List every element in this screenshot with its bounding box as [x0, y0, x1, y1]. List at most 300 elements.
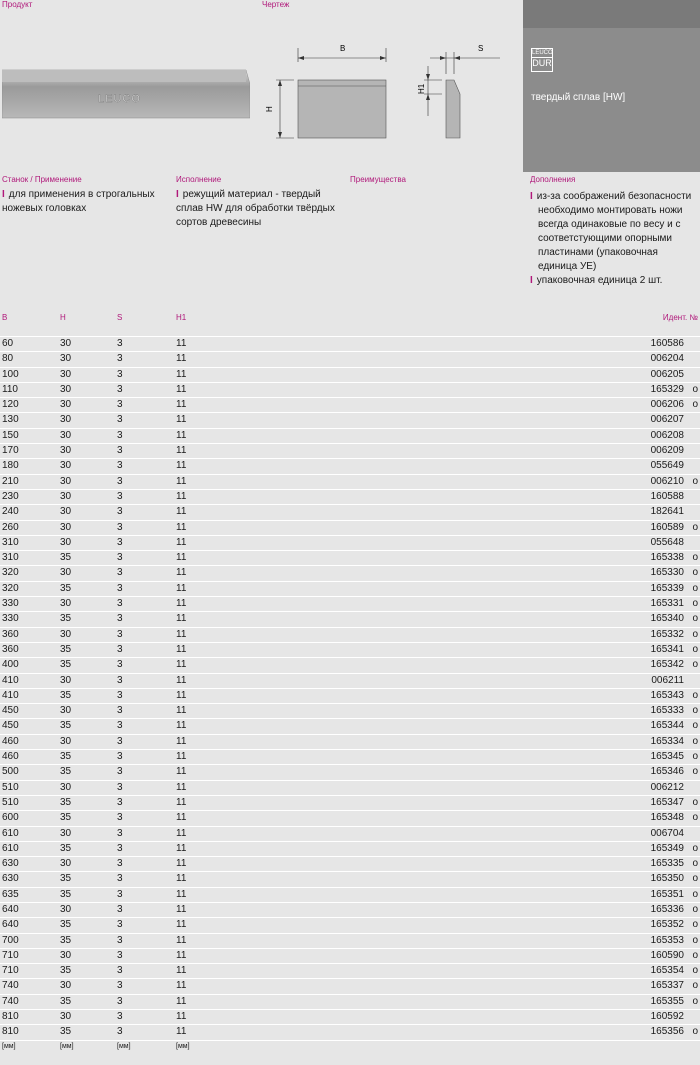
- machine-text-block: I для применения в строгальных ножевых головках: [2, 189, 155, 214]
- table-row: [0, 428, 700, 443]
- table-body: [0, 336, 700, 1040]
- additions-label: Дополнения: [530, 175, 576, 184]
- unit-h1: [мм]: [176, 1042, 190, 1050]
- cell-b: 740: [2, 995, 19, 1007]
- cell-s: 3: [117, 628, 123, 640]
- table-row: [0, 734, 700, 749]
- cell-ident: 160588: [650, 490, 684, 502]
- cell-b: 150: [2, 429, 19, 441]
- cell-mark: o: [692, 766, 698, 778]
- cell-h: 30: [60, 490, 72, 502]
- cell-ident: 055649: [650, 460, 684, 472]
- table-row: [0, 351, 700, 366]
- table-row: [0, 841, 700, 856]
- table-row: [0, 826, 700, 841]
- dim-h-label: H: [265, 106, 274, 112]
- cell-mark: o: [692, 383, 698, 395]
- cell-mark: o: [692, 720, 698, 732]
- cell-h1: 11: [176, 689, 187, 701]
- cell-b: 320: [2, 567, 19, 579]
- cell-mark: o: [692, 643, 698, 655]
- cell-ident: 165352: [650, 919, 684, 931]
- drawing-label: Чертеж: [262, 0, 290, 9]
- cell-h: 30: [60, 674, 72, 686]
- cell-b: 810: [2, 1026, 19, 1038]
- table-row: [0, 611, 700, 626]
- cell-h1: 11: [176, 383, 187, 395]
- cell-h: 30: [60, 445, 72, 457]
- cell-h1: 11: [176, 338, 187, 349]
- cell-h: 30: [60, 567, 72, 579]
- cell-h: 30: [60, 827, 72, 839]
- cell-s: 3: [117, 445, 123, 457]
- cell-s: 3: [117, 858, 123, 870]
- cell-h: 30: [60, 949, 72, 961]
- cell-b: 710: [2, 949, 19, 961]
- cell-s: 3: [117, 766, 123, 778]
- cell-ident: 006204: [650, 353, 684, 365]
- cell-mark: o: [692, 965, 698, 977]
- cell-h1: 11: [176, 949, 187, 961]
- table-row: [0, 382, 700, 397]
- cell-h1: 11: [176, 705, 187, 717]
- table-row: [0, 902, 700, 917]
- cell-s: 3: [117, 934, 123, 946]
- cell-ident: 165344: [650, 720, 684, 732]
- cell-h1: 11: [176, 445, 187, 457]
- cell-ident: 165343: [650, 689, 684, 701]
- cell-mark: o: [692, 858, 698, 870]
- cell-s: 3: [117, 429, 123, 441]
- table-row: [0, 978, 700, 993]
- cell-h1: 11: [176, 980, 187, 992]
- cell-h1: 11: [176, 460, 187, 472]
- table-row: [0, 963, 700, 978]
- cell-h: 35: [60, 613, 72, 625]
- cell-mark: o: [692, 873, 698, 885]
- cell-h: 30: [60, 1011, 72, 1023]
- cell-s: 3: [117, 399, 123, 411]
- cell-h: 35: [60, 1026, 72, 1038]
- cell-b: 510: [2, 796, 19, 808]
- cell-h: 30: [60, 383, 72, 395]
- cell-b: 400: [2, 659, 19, 671]
- cell-s: 3: [117, 598, 123, 610]
- cell-h: 30: [60, 475, 72, 487]
- cell-s: 3: [117, 705, 123, 717]
- cell-ident: 160590: [650, 949, 684, 961]
- cell-s: 3: [117, 460, 123, 472]
- cell-h: 35: [60, 796, 72, 808]
- cell-s: 3: [117, 980, 123, 992]
- cell-h1: 11: [176, 643, 187, 655]
- cell-s: 3: [117, 873, 123, 885]
- cell-h1: 11: [176, 735, 187, 747]
- cell-s: 3: [117, 582, 123, 594]
- cell-h: 30: [60, 460, 72, 472]
- cell-h: 35: [60, 965, 72, 977]
- cell-mark: o: [692, 995, 698, 1007]
- cell-h1: 11: [176, 766, 187, 778]
- cell-b: 460: [2, 751, 19, 763]
- cell-b: 700: [2, 934, 19, 946]
- cell-s: 3: [117, 383, 123, 395]
- cell-h: 35: [60, 689, 72, 701]
- cell-s: 3: [117, 781, 123, 793]
- cell-h: 35: [60, 552, 72, 564]
- table-row: [0, 1009, 700, 1024]
- cell-ident: 160586: [650, 338, 684, 349]
- cell-ident: 165333: [650, 705, 684, 717]
- units-row: [0, 1040, 700, 1059]
- cell-s: 3: [117, 567, 123, 579]
- table-row: [0, 581, 700, 596]
- cell-h: 30: [60, 598, 72, 610]
- cell-b: 635: [2, 888, 19, 900]
- cell-h1: 11: [176, 368, 187, 380]
- cell-h1: 11: [176, 1011, 187, 1023]
- unit-s: [мм]: [117, 1042, 131, 1050]
- cell-s: 3: [117, 796, 123, 808]
- cell-h: 35: [60, 582, 72, 594]
- table-row: [0, 718, 700, 733]
- cell-mark: o: [692, 567, 698, 579]
- cell-b: 510: [2, 781, 19, 793]
- cell-h: 30: [60, 628, 72, 640]
- cell-mark: o: [692, 705, 698, 717]
- cell-h1: 11: [176, 613, 187, 625]
- cell-h: 30: [60, 521, 72, 533]
- cell-s: 3: [117, 888, 123, 900]
- cell-b: 360: [2, 643, 19, 655]
- machine-text: для применения в строгальных ножевых головках: [2, 189, 155, 214]
- cell-h1: 11: [176, 399, 187, 411]
- col-s: S: [117, 313, 123, 322]
- table-row: [0, 627, 700, 642]
- table-row: [0, 535, 700, 550]
- cell-b: 450: [2, 705, 19, 717]
- cell-s: 3: [117, 368, 123, 380]
- cell-h1: 11: [176, 965, 187, 977]
- cell-h: 35: [60, 888, 72, 900]
- cell-h1: 11: [176, 429, 187, 441]
- table-row: [0, 489, 700, 504]
- table-row: [0, 565, 700, 580]
- cell-ident: 165348: [650, 812, 684, 824]
- cell-h: 30: [60, 506, 72, 518]
- cell-b: 210: [2, 475, 19, 487]
- table-row: [0, 504, 700, 519]
- table-row: [0, 1024, 700, 1039]
- cell-b: 110: [2, 383, 18, 395]
- cell-ident: 165349: [650, 842, 684, 854]
- execution-text: режущий материал - твердый сплав HW для обработки твёрдых сортов древесины: [176, 189, 335, 228]
- cell-b: 60: [2, 338, 14, 349]
- cell-ident: 165339: [650, 582, 684, 594]
- cell-b: 640: [2, 919, 19, 931]
- cell-h1: 11: [176, 720, 187, 732]
- cell-b: 180: [2, 460, 19, 472]
- cell-h1: 11: [176, 812, 187, 824]
- table-row: [0, 795, 700, 810]
- table-row: [0, 520, 700, 535]
- cell-h: 30: [60, 399, 72, 411]
- cell-mark: o: [692, 475, 698, 487]
- dim-b-label: B: [340, 44, 346, 53]
- cell-h1: 11: [176, 842, 187, 854]
- cell-s: 3: [117, 536, 123, 548]
- cell-mark: o: [692, 598, 698, 610]
- material-panel: [523, 0, 700, 172]
- cell-b: 610: [2, 827, 19, 839]
- cell-ident: 165335: [650, 858, 684, 870]
- cell-mark: o: [692, 521, 698, 533]
- addition-item: I упаковочная единица 2 шт.: [530, 275, 663, 286]
- cell-b: 330: [2, 613, 19, 625]
- spec-table: [0, 310, 700, 1059]
- product-image: [2, 68, 250, 120]
- cell-h: 30: [60, 536, 72, 548]
- cell-h1: 11: [176, 536, 187, 548]
- cell-s: 3: [117, 827, 123, 839]
- table-row: [0, 764, 700, 779]
- cell-ident: 165331: [650, 598, 684, 610]
- table-row: [0, 412, 700, 427]
- cell-h: 35: [60, 766, 72, 778]
- cell-mark: o: [692, 552, 698, 564]
- cell-h1: 11: [176, 567, 187, 579]
- cell-h: 35: [60, 720, 72, 732]
- cell-mark: o: [692, 980, 698, 992]
- cell-ident: 006704: [650, 827, 684, 839]
- table-row: [0, 688, 700, 703]
- cell-ident: 165341: [650, 643, 684, 655]
- cell-mark: o: [692, 842, 698, 854]
- cell-ident: 165332: [650, 628, 684, 640]
- cell-ident: 165354: [650, 965, 684, 977]
- cell-s: 3: [117, 414, 123, 426]
- cell-s: 3: [117, 475, 123, 487]
- drawing-side-view: [410, 36, 510, 146]
- table-row: [0, 994, 700, 1009]
- cell-b: 120: [2, 399, 19, 411]
- cell-mark: o: [692, 1026, 698, 1038]
- cell-h: 30: [60, 338, 72, 349]
- cell-b: 810: [2, 1011, 19, 1023]
- cell-b: 100: [2, 368, 19, 380]
- cell-s: 3: [117, 1026, 123, 1038]
- cell-ident: 006206: [650, 399, 684, 411]
- cell-s: 3: [117, 995, 123, 1007]
- cell-b: 710: [2, 965, 19, 977]
- table-row: [0, 749, 700, 764]
- cell-s: 3: [117, 643, 123, 655]
- cell-h: 35: [60, 812, 72, 824]
- cell-ident: 165340: [650, 613, 684, 625]
- table-row: [0, 917, 700, 932]
- execution-text-block: I режущий материал - твердый сплав HW для обработки твёрдых сортов древесины: [176, 189, 335, 228]
- cell-h: 35: [60, 919, 72, 931]
- cell-h1: 11: [176, 582, 187, 594]
- cell-b: 630: [2, 858, 19, 870]
- cell-ident: 182641: [650, 506, 684, 518]
- cell-ident: 165355: [650, 995, 684, 1007]
- cell-ident: 165350: [650, 873, 684, 885]
- cell-ident: 006209: [650, 445, 684, 457]
- table-row: [0, 336, 700, 351]
- cell-s: 3: [117, 521, 123, 533]
- cell-h1: 11: [176, 751, 187, 763]
- cell-ident: 165330: [650, 567, 684, 579]
- cell-ident: 006212: [650, 781, 684, 793]
- cell-h1: 11: [176, 796, 187, 808]
- cell-ident: 165334: [650, 735, 684, 747]
- cell-ident: 165338: [650, 552, 684, 564]
- drawing-front-view: [258, 36, 398, 146]
- cell-ident: 165351: [650, 888, 684, 900]
- table-row: [0, 397, 700, 412]
- cell-h: 35: [60, 842, 72, 854]
- col-b: B: [2, 313, 8, 322]
- cell-s: 3: [117, 735, 123, 747]
- cell-b: 610: [2, 842, 19, 854]
- cell-b: 460: [2, 735, 19, 747]
- cell-mark: o: [692, 689, 698, 701]
- cell-h: 30: [60, 781, 72, 793]
- execution-label: Исполнение: [176, 175, 222, 184]
- cell-ident: 165347: [650, 796, 684, 808]
- table-row: [0, 550, 700, 565]
- cell-s: 3: [117, 613, 123, 625]
- cell-h: 35: [60, 995, 72, 1007]
- cell-h: 30: [60, 429, 72, 441]
- cell-mark: o: [692, 751, 698, 763]
- cell-ident: 165329: [650, 383, 684, 395]
- cell-ident: 160589: [650, 521, 684, 533]
- cell-ident: 165345: [650, 751, 684, 763]
- cell-mark: o: [692, 903, 698, 915]
- cell-ident: 165337: [650, 980, 684, 992]
- cell-h1: 11: [176, 903, 187, 915]
- cell-s: 3: [117, 842, 123, 854]
- cell-h: 35: [60, 934, 72, 946]
- cell-h: 30: [60, 705, 72, 717]
- cell-b: 80: [2, 353, 14, 365]
- cell-s: 3: [117, 506, 123, 518]
- cell-h1: 11: [176, 506, 187, 518]
- cell-mark: o: [692, 888, 698, 900]
- cell-ident: 165342: [650, 659, 684, 671]
- cell-h1: 11: [176, 598, 187, 610]
- cell-ident: 165336: [650, 903, 684, 915]
- cell-h1: 11: [176, 873, 187, 885]
- cell-h: 30: [60, 980, 72, 992]
- cell-h1: 11: [176, 1026, 187, 1038]
- cell-s: 3: [117, 919, 123, 931]
- cell-h1: 11: [176, 995, 187, 1007]
- cell-ident: 160592: [650, 1011, 684, 1023]
- cell-h: 30: [60, 353, 72, 365]
- cell-s: 3: [117, 338, 123, 349]
- cell-h: 35: [60, 751, 72, 763]
- table-row: [0, 703, 700, 718]
- cell-b: 600: [2, 812, 19, 824]
- unit-b: [мм]: [2, 1042, 16, 1050]
- cell-h1: 11: [176, 659, 187, 671]
- table-row: [0, 596, 700, 611]
- table-row: [0, 810, 700, 825]
- cell-s: 3: [117, 674, 123, 686]
- cell-b: 500: [2, 766, 19, 778]
- table-row: [0, 933, 700, 948]
- table-row: [0, 780, 700, 795]
- cell-s: 3: [117, 965, 123, 977]
- cell-b: 130: [2, 414, 19, 426]
- cell-mark: o: [692, 735, 698, 747]
- advantages-label: Преимущества: [350, 175, 406, 184]
- cell-mark: o: [692, 399, 698, 411]
- table-row: [0, 642, 700, 657]
- cell-s: 3: [117, 949, 123, 961]
- cell-ident: 055648: [650, 536, 684, 548]
- table-header: [0, 310, 700, 336]
- cell-ident: 006205: [650, 368, 684, 380]
- cell-mark: o: [692, 628, 698, 640]
- cell-h1: 11: [176, 674, 187, 686]
- cell-b: 450: [2, 720, 19, 732]
- cell-ident: 006211: [651, 674, 684, 686]
- unit-h: [мм]: [60, 1042, 74, 1050]
- table-row: [0, 871, 700, 886]
- cell-s: 3: [117, 1011, 123, 1023]
- cell-s: 3: [117, 720, 123, 732]
- addition-item: I из-за соображений безопасности необходимо монтировать ножи всегда одинаковые по весу и с соответстующими опорными пластинами (упаковочная единица УЕ): [530, 191, 692, 272]
- cell-ident: 006207: [650, 414, 684, 426]
- cell-b: 320: [2, 582, 19, 594]
- dim-s-label: S: [478, 44, 484, 53]
- cell-b: 410: [2, 674, 19, 686]
- cell-mark: o: [692, 919, 698, 931]
- cell-h1: 11: [176, 781, 187, 793]
- cell-s: 3: [117, 812, 123, 824]
- cell-h1: 11: [176, 919, 187, 931]
- cell-b: 310: [2, 536, 19, 548]
- cell-h: 30: [60, 858, 72, 870]
- cell-s: 3: [117, 490, 123, 502]
- cell-h1: 11: [176, 414, 187, 426]
- additions-list: [530, 190, 698, 288]
- cell-h: 30: [60, 368, 72, 380]
- cell-h: 30: [60, 735, 72, 747]
- cell-b: 360: [2, 628, 19, 640]
- cell-ident: 006208: [650, 429, 684, 441]
- cell-b: 310: [2, 552, 19, 564]
- cell-b: 630: [2, 873, 19, 885]
- cell-s: 3: [117, 552, 123, 564]
- cell-ident: 165346: [650, 766, 684, 778]
- product-label: Продукт: [2, 0, 33, 9]
- cell-s: 3: [117, 353, 123, 365]
- cell-mark: o: [692, 613, 698, 625]
- table-row: [0, 948, 700, 963]
- cell-mark: o: [692, 582, 698, 594]
- cell-h: 35: [60, 659, 72, 671]
- cell-h1: 11: [176, 552, 187, 564]
- cell-b: 170: [2, 445, 19, 457]
- cell-ident: 165353: [650, 934, 684, 946]
- cell-mark: o: [692, 934, 698, 946]
- blade-brand: LEUCO: [98, 93, 141, 105]
